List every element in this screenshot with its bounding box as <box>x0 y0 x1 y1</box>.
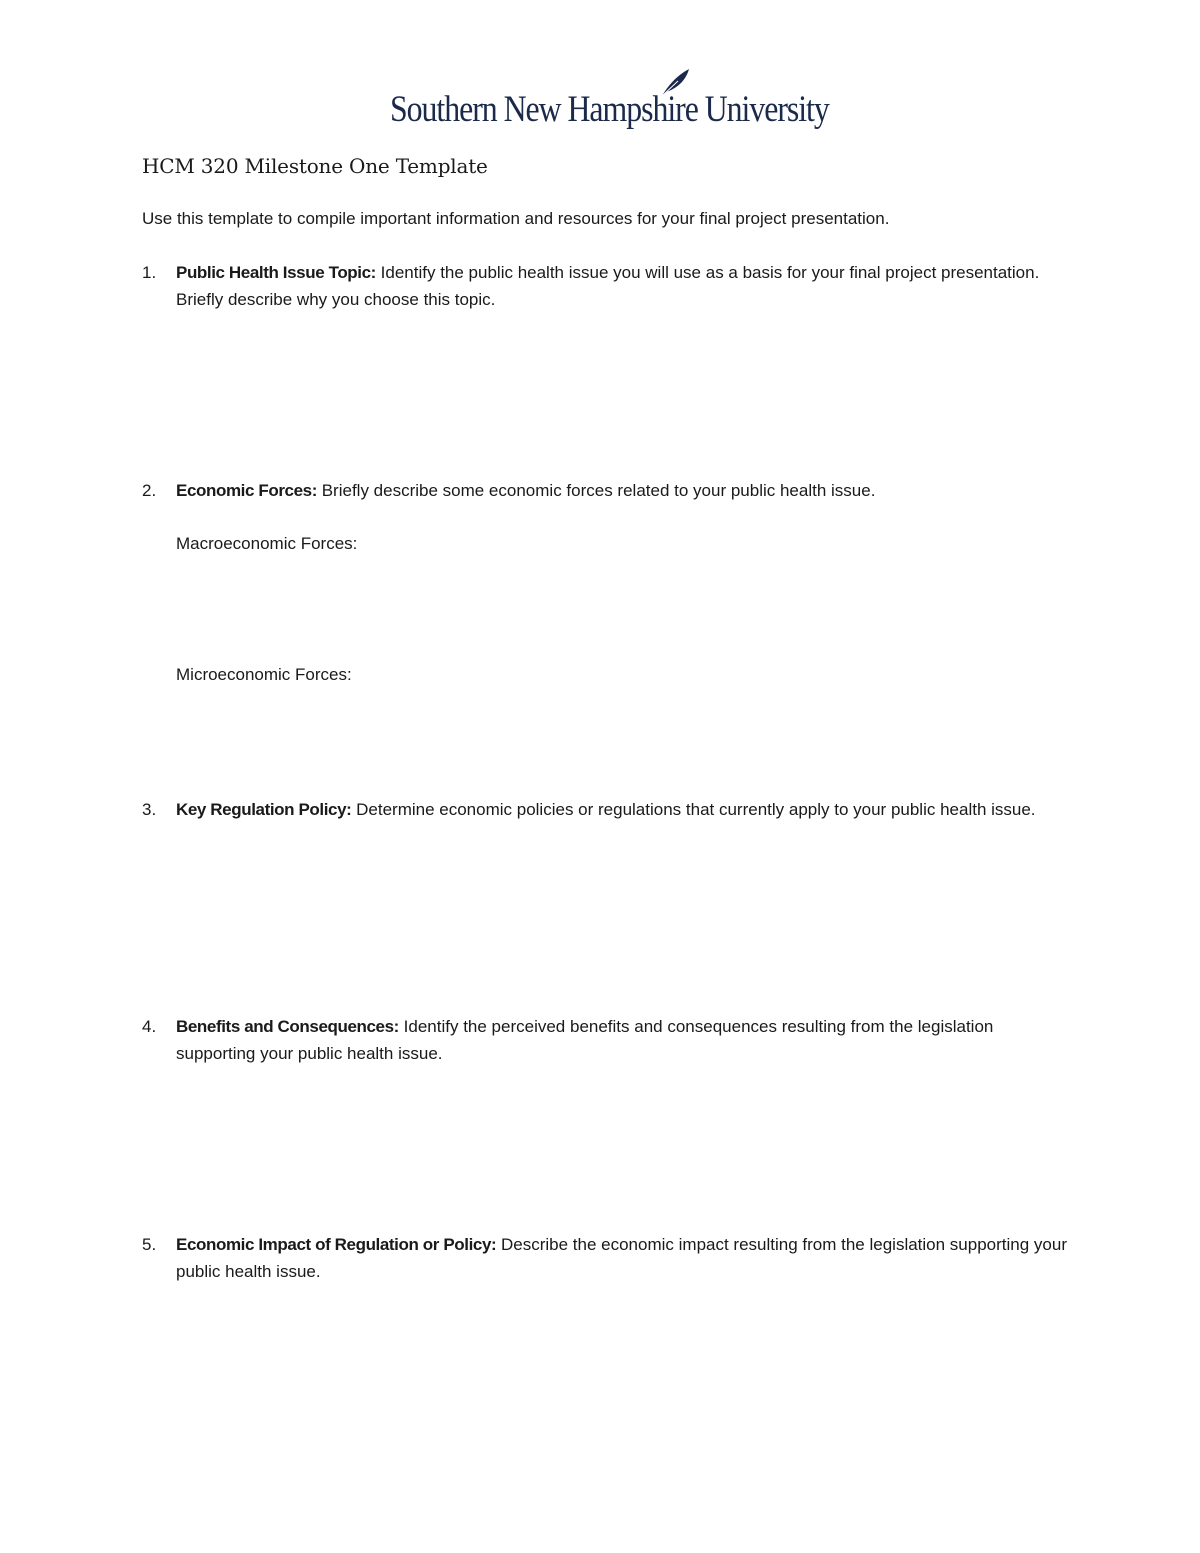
item-heading: Economic Forces: <box>176 481 317 500</box>
list-item-5 <box>142 1231 1072 1285</box>
item-body <box>176 1231 1072 1285</box>
item-heading: Economic Impact of Regulation or Policy: <box>176 1235 497 1254</box>
university-logo <box>390 66 829 138</box>
list-item-2 <box>142 477 1072 504</box>
item-text: Identify the perceived benefits and consequences resulting from the legislation supporting your public health issue. <box>176 1017 994 1063</box>
logo-wordmark: Southern New Hampshire University <box>390 89 829 130</box>
item-text: Describe the economic impact resulting from the legislation supporting your public health issue. <box>176 1235 1067 1281</box>
item-text: Identify the public health issue you will use as a basis for your final project presentation. Briefly describe why you choose this topic. <box>176 263 1040 309</box>
list-item-4 <box>142 1013 1072 1067</box>
quill-leaf-icon <box>658 66 692 100</box>
list-item-3 <box>142 796 1072 823</box>
item-number: 2. <box>142 481 157 500</box>
item-text: Determine economic policies or regulations that currently apply to your public health issue. <box>351 800 1036 819</box>
list-item-1 <box>142 259 1072 313</box>
item-body <box>176 1013 1072 1067</box>
item-heading: Public Health Issue Topic: <box>176 263 376 282</box>
macroeconomic-forces-label: Macroeconomic Forces: <box>176 534 358 553</box>
item-heading: Key Regulation Policy: <box>176 800 352 819</box>
item-number: 5. <box>142 1235 157 1254</box>
item-text: Briefly describe some economic forces related to your public health issue. <box>316 481 876 500</box>
item-number: 4. <box>142 1017 157 1036</box>
item-heading: Benefits and Consequences: <box>176 1017 399 1036</box>
item-number: 1. <box>142 263 157 282</box>
intro-text: Use this template to compile important information and resources for your final project presentation. <box>142 209 890 228</box>
document-title: HCM 320 Milestone One Template <box>142 154 488 178</box>
microeconomic-forces-label: Microeconomic Forces: <box>176 665 352 684</box>
item-body <box>176 259 1072 313</box>
item-number: 3. <box>142 800 157 819</box>
item-body <box>176 477 1072 504</box>
item-body <box>176 796 1072 823</box>
